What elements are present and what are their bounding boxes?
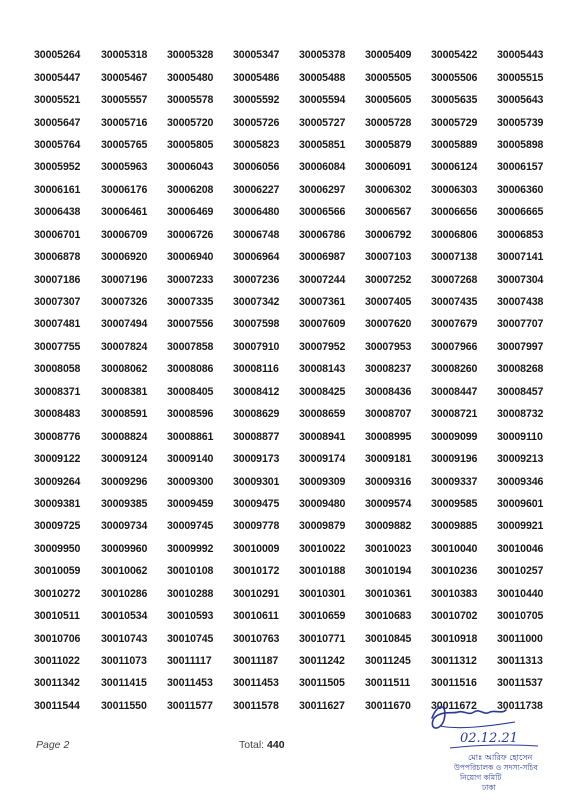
roll-number-cell: 30010023 <box>365 542 412 555</box>
roll-number-cell: 30009140 <box>167 453 214 466</box>
roll-number-cell: 30007103 <box>365 251 412 264</box>
roll-number-cell: 30011550 <box>101 699 147 712</box>
roll-number-cell: 30006124 <box>431 161 478 174</box>
roll-number-cell: 30009475 <box>233 497 280 510</box>
roll-number-cell: 30005506 <box>431 71 478 84</box>
roll-number-cell: 30005727 <box>299 116 346 129</box>
roll-number-cell: 30005889 <box>431 138 478 151</box>
table-row <box>34 224 554 246</box>
roll-number-cell: 30007405 <box>365 296 412 309</box>
roll-number-cell: 30008381 <box>101 385 148 398</box>
roll-number-cell: 30010743 <box>101 632 148 645</box>
roll-number-cell: 30005729 <box>431 116 478 129</box>
roll-number-cell: 30010059 <box>34 565 81 578</box>
roll-number-cell: 30005728 <box>365 116 412 129</box>
page-number: Page 2 <box>36 739 70 751</box>
roll-number-cell: 30006878 <box>34 251 81 264</box>
roll-number-cell: 30010511 <box>34 610 80 623</box>
roll-number-cell: 30009181 <box>365 453 412 466</box>
roll-number-cell: 30005480 <box>167 71 214 84</box>
roll-number-cell: 30010040 <box>431 542 478 555</box>
roll-number-cell: 30009173 <box>233 453 280 466</box>
roll-number-cell: 30010845 <box>365 632 412 645</box>
roll-number-cell: 30011544 <box>34 699 80 712</box>
roll-number-cell: 30007952 <box>299 340 346 353</box>
roll-number-cell: 30009950 <box>34 542 81 555</box>
roll-number-cell: 30008412 <box>233 385 280 398</box>
roll-number-cell: 30008436 <box>365 385 412 398</box>
roll-number-cell: 30006726 <box>167 228 214 241</box>
roll-number-cell: 30009778 <box>233 520 280 533</box>
roll-number-cell: 30005578 <box>167 94 214 107</box>
roll-number-cell: 30011242 <box>299 655 345 668</box>
roll-number-cell: 30005805 <box>167 138 214 151</box>
table-row <box>34 66 554 88</box>
roll-number-cell: 30006853 <box>497 228 544 241</box>
roll-number-cell: 30005488 <box>299 71 346 84</box>
signature-date: 02.12.21 <box>460 731 518 746</box>
roll-number-cell: 30008824 <box>101 430 148 443</box>
roll-number-cell: 30005739 <box>497 116 544 129</box>
total-count <box>239 739 285 751</box>
roll-number-cell: 30006920 <box>101 251 148 264</box>
roll-number-cell: 30006360 <box>497 183 544 196</box>
roll-number-cell: 30007953 <box>365 340 412 353</box>
roll-number-cell: 30007494 <box>101 318 148 331</box>
roll-number-cell: 30007598 <box>233 318 280 331</box>
roll-number-cell: 30005422 <box>431 49 478 62</box>
roll-number-cell: 30009992 <box>167 542 214 555</box>
roll-number-cell: 30009337 <box>431 475 478 488</box>
roll-number-cell: 30007707 <box>497 318 544 331</box>
roll-number-cell: 30006091 <box>365 161 412 174</box>
roll-number-cell: 30008732 <box>497 408 544 421</box>
roll-number-cell: 30009885 <box>431 520 478 533</box>
roll-number-cell: 30005879 <box>365 138 412 151</box>
roll-number-cell: 30010705 <box>497 610 544 623</box>
roll-number-cell: 30011627 <box>299 699 345 712</box>
roll-number-cell: 30007435 <box>431 296 478 309</box>
roll-number-cell: 30005378 <box>299 49 346 62</box>
roll-number-cell: 30008591 <box>101 408 148 421</box>
table-row <box>34 560 554 582</box>
roll-number-cell: 30008058 <box>34 363 81 376</box>
roll-number-cell: 30005443 <box>497 49 544 62</box>
roll-number-cell: 30005963 <box>101 161 148 174</box>
roll-number-cell: 30008268 <box>497 363 544 376</box>
roll-number-cell: 30009174 <box>299 453 346 466</box>
roll-number-cell: 30011738 <box>497 699 543 712</box>
roll-number-cell: 30005264 <box>34 49 81 62</box>
roll-number-cell: 30005467 <box>101 71 148 84</box>
roll-number-cell: 30009734 <box>101 520 148 533</box>
roll-number-cell: 30007910 <box>233 340 280 353</box>
table-row <box>34 179 554 201</box>
roll-number-cell: 30010771 <box>299 632 346 645</box>
total-value: 440 <box>267 739 285 751</box>
roll-number-cell: 30008596 <box>167 408 214 421</box>
stamp-line-2: উপপরিচালক ও সদস্য-সচিব <box>454 763 538 772</box>
roll-number-cell: 30010659 <box>299 610 346 623</box>
roll-number-cell: 30005347 <box>233 49 280 62</box>
roll-number-cell: 30010288 <box>167 587 214 600</box>
roll-number-cell: 30009725 <box>34 520 81 533</box>
table-row <box>34 291 554 313</box>
roll-number-cell: 30011117 <box>167 655 212 668</box>
roll-number-cell: 30006786 <box>299 228 346 241</box>
roll-number-cell: 30010022 <box>299 542 346 555</box>
table-row <box>34 246 554 268</box>
roll-number-cell: 30008143 <box>299 363 346 376</box>
roll-number-cell: 30006940 <box>167 251 214 264</box>
roll-number-cell: 30010918 <box>431 632 478 645</box>
roll-number-cell: 30010702 <box>431 610 478 623</box>
roll-number-cell: 30006043 <box>167 161 214 174</box>
table-row <box>34 515 554 537</box>
roll-number-cell: 30005515 <box>497 71 544 84</box>
roll-number-cell: 30006748 <box>233 228 280 241</box>
roll-number-cell: 30010188 <box>299 565 346 578</box>
roll-number-cell: 30005592 <box>233 94 280 107</box>
roll-number-cell: 30005647 <box>34 116 81 129</box>
stamp-line-3: নিয়োগ কমিটি <box>460 773 502 782</box>
roll-number-cell: 30006208 <box>167 183 214 196</box>
roll-number-cell: 30010062 <box>101 565 148 578</box>
roll-number-cell: 30010301 <box>299 587 346 600</box>
roll-number-cell: 30006709 <box>101 228 148 241</box>
total-label: Total: <box>239 739 265 751</box>
roll-number-cell: 30011187 <box>233 655 279 668</box>
table-row <box>34 336 554 358</box>
roll-number-cell: 30007236 <box>233 273 280 286</box>
roll-number-cell: 30007138 <box>431 251 478 264</box>
roll-number-cell: 30009381 <box>34 497 81 510</box>
roll-number-cell: 30006227 <box>233 183 280 196</box>
roll-number-cell: 30009122 <box>34 453 81 466</box>
roll-number-cell: 30007438 <box>497 296 544 309</box>
signature-stamp <box>420 700 560 795</box>
roll-number-cell: 30005409 <box>365 49 412 62</box>
roll-number-cell: 30007858 <box>167 340 214 353</box>
roll-number-cell: 30009213 <box>497 453 544 466</box>
roll-number-cell: 30005521 <box>34 94 81 107</box>
roll-number-cell: 30011511 <box>365 677 411 690</box>
roll-number-cell: 30008457 <box>497 385 544 398</box>
roll-number-cell: 30010383 <box>431 587 478 600</box>
roll-number-cell: 30010440 <box>497 587 544 600</box>
roll-number-cell: 30006792 <box>365 228 412 241</box>
table-row <box>34 605 554 627</box>
roll-number-cell: 30009196 <box>431 453 478 466</box>
roll-number-cell: 30009745 <box>167 520 214 533</box>
roll-number-cell: 30005952 <box>34 161 81 174</box>
table-row <box>34 358 554 380</box>
roll-number-cell: 30008371 <box>34 385 81 398</box>
roll-number-cell: 30011000 <box>497 632 543 645</box>
table-row <box>34 89 554 111</box>
roll-number-cell: 30010683 <box>365 610 412 623</box>
roll-number-cell: 30008659 <box>299 408 346 421</box>
roll-number-cell: 30010046 <box>497 542 544 555</box>
roll-number-cell: 30011516 <box>431 677 477 690</box>
stamp-line-4: ঢাকা <box>482 783 496 792</box>
roll-number-cell: 30008776 <box>34 430 81 443</box>
roll-number-cell: 30008707 <box>365 408 412 421</box>
table-row <box>34 111 554 133</box>
roll-number-cell: 30009124 <box>101 453 148 466</box>
table-row <box>34 381 554 403</box>
roll-number-cell: 30010291 <box>233 587 280 600</box>
roll-number-cell: 30009099 <box>431 430 478 443</box>
roll-number-cell: 30007342 <box>233 296 280 309</box>
roll-number-cell: 30008447 <box>431 385 478 398</box>
roll-number-cell: 30009459 <box>167 497 214 510</box>
roll-number-cell: 30007141 <box>497 251 544 264</box>
roll-number-cell: 30007304 <box>497 273 544 286</box>
roll-number-cell: 30006161 <box>34 183 81 196</box>
roll-number-cell: 30007335 <box>167 296 214 309</box>
roll-number-cell: 30009296 <box>101 475 148 488</box>
roll-number-cell: 30010194 <box>365 565 412 578</box>
roll-number-cell: 30005716 <box>101 116 148 129</box>
roll-number-cell: 30010534 <box>101 610 148 623</box>
table-row <box>34 493 554 515</box>
roll-number-cell: 30010257 <box>497 565 544 578</box>
roll-number-cell: 30011022 <box>34 655 80 668</box>
roll-number-cell: 30007326 <box>101 296 148 309</box>
roll-number-cell: 30011505 <box>299 677 345 690</box>
roll-number-cell: 30008995 <box>365 430 412 443</box>
roll-number-cell: 30006566 <box>299 206 346 219</box>
table-row <box>34 448 554 470</box>
roll-number-cell: 30011453 <box>233 677 279 690</box>
roll-number-cell: 30011073 <box>101 655 147 668</box>
roll-number-cell: 30009480 <box>299 497 346 510</box>
roll-number-cell: 30005643 <box>497 94 544 107</box>
roll-number-cell: 30005898 <box>497 138 544 151</box>
roll-number-cell: 30006701 <box>34 228 81 241</box>
table-row <box>34 538 554 560</box>
roll-number-cell: 30006303 <box>431 183 478 196</box>
roll-number-cell: 30009300 <box>167 475 214 488</box>
roll-number-cell: 30006656 <box>431 206 478 219</box>
roll-number-cell: 30005318 <box>101 49 148 62</box>
roll-number-cell: 30007679 <box>431 318 478 331</box>
roll-number-cell: 30009316 <box>365 475 412 488</box>
roll-number-cell: 30010108 <box>167 565 214 578</box>
table-row <box>34 403 554 425</box>
roll-number-cell: 30010361 <box>365 587 412 600</box>
roll-number-cell: 30009309 <box>299 475 346 488</box>
roll-number-cell: 30008861 <box>167 430 214 443</box>
table-row <box>34 583 554 605</box>
roll-number-cell: 30009574 <box>365 497 412 510</box>
roll-number-cell: 30010272 <box>34 587 81 600</box>
roll-number-cell: 30005505 <box>365 71 412 84</box>
roll-number-cell: 30010593 <box>167 610 214 623</box>
roll-number-cell: 30009601 <box>497 497 544 510</box>
roll-number-cell: 30008260 <box>431 363 478 376</box>
roll-number-cell: 30006084 <box>299 161 346 174</box>
roll-number-cell: 30011342 <box>34 677 80 690</box>
roll-number-cell: 30008483 <box>34 408 81 421</box>
roll-number-cell: 30009346 <box>497 475 544 488</box>
table-row <box>34 650 554 672</box>
table-row <box>34 313 554 335</box>
roll-number-cell: 30010611 <box>233 610 279 623</box>
roll-number-cell: 30011577 <box>167 699 213 712</box>
roll-number-cell: 30008941 <box>299 430 346 443</box>
roll-number-cell: 30006302 <box>365 183 412 196</box>
roll-number-cell: 30009264 <box>34 475 81 488</box>
roll-number-cell: 30010763 <box>233 632 280 645</box>
roll-number-cell: 30011670 <box>365 699 411 712</box>
roll-number-cell: 30009960 <box>101 542 148 555</box>
roll-number-cell: 30005605 <box>365 94 412 107</box>
roll-number-cell: 30006480 <box>233 206 280 219</box>
roll-number-cell: 30006567 <box>365 206 412 219</box>
roll-number-cell: 30006461 <box>101 206 148 219</box>
roll-number-cell: 30009585 <box>431 497 478 510</box>
roll-number-cell: 30008877 <box>233 430 280 443</box>
roll-number-cell: 30006176 <box>101 183 148 196</box>
roll-number-cell: 30011537 <box>497 677 543 690</box>
roll-number-cell: 30010009 <box>233 542 280 555</box>
roll-number-cell: 30008405 <box>167 385 214 398</box>
roll-number-cell: 30011672 <box>431 699 477 712</box>
roll-number-table <box>34 44 554 717</box>
roll-number-cell: 30005851 <box>299 138 346 151</box>
roll-number-cell: 30008116 <box>233 363 279 376</box>
roll-number-cell: 30005765 <box>101 138 148 151</box>
table-row <box>34 470 554 492</box>
roll-number-cell: 30009921 <box>497 520 544 533</box>
roll-number-cell: 30007268 <box>431 273 478 286</box>
table-row <box>34 268 554 290</box>
roll-number-cell: 30007997 <box>497 340 544 353</box>
roll-number-cell: 30005764 <box>34 138 81 151</box>
roll-number-cell: 30007196 <box>101 273 148 286</box>
roll-number-cell: 30009882 <box>365 520 412 533</box>
roll-number-cell: 30006056 <box>233 161 280 174</box>
roll-number-cell: 30009385 <box>101 497 148 510</box>
roll-number-cell: 30007307 <box>34 296 81 309</box>
roll-number-cell: 30011313 <box>497 655 543 668</box>
roll-number-cell: 30006297 <box>299 183 346 196</box>
roll-number-cell: 30010236 <box>431 565 478 578</box>
roll-number-cell: 30008629 <box>233 408 280 421</box>
roll-number-cell: 30006469 <box>167 206 214 219</box>
roll-number-cell: 30011578 <box>233 699 279 712</box>
roll-number-cell: 30008062 <box>101 363 148 376</box>
table-row <box>34 672 554 694</box>
roll-number-cell: 30011312 <box>431 655 477 668</box>
roll-number-cell: 30007233 <box>167 273 214 286</box>
roll-number-cell: 30006964 <box>233 251 280 264</box>
roll-number-cell: 30007244 <box>299 273 346 286</box>
roll-number-cell: 30006665 <box>497 206 544 219</box>
table-row <box>34 201 554 223</box>
roll-number-cell: 30005557 <box>101 94 148 107</box>
roll-number-cell: 30007186 <box>34 273 81 286</box>
roll-number-cell: 30005594 <box>299 94 346 107</box>
table-row <box>34 134 554 156</box>
roll-number-cell: 30005635 <box>431 94 478 107</box>
roll-number-cell: 30008425 <box>299 385 346 398</box>
roll-number-cell: 30005720 <box>167 116 214 129</box>
roll-number-cell: 30005447 <box>34 71 81 84</box>
roll-number-cell: 30010172 <box>233 565 280 578</box>
roll-number-cell: 30006987 <box>299 251 346 264</box>
table-row <box>34 425 554 447</box>
roll-number-cell: 30009110 <box>497 430 543 443</box>
roll-number-cell: 30010286 <box>101 587 148 600</box>
roll-number-cell: 30011245 <box>365 655 411 668</box>
roll-number-cell: 30005823 <box>233 138 280 151</box>
roll-number-cell: 30009301 <box>233 475 280 488</box>
roll-number-cell: 30007252 <box>365 273 412 286</box>
roll-number-cell: 30008086 <box>167 363 214 376</box>
roll-number-cell: 30005328 <box>167 49 214 62</box>
roll-number-cell: 30006438 <box>34 206 81 219</box>
roll-number-cell: 30007755 <box>34 340 81 353</box>
roll-number-cell: 30011415 <box>101 677 147 690</box>
roll-number-cell: 30008237 <box>365 363 412 376</box>
roll-number-cell: 30007620 <box>365 318 412 331</box>
roll-number-cell: 30007361 <box>299 296 346 309</box>
roll-number-cell: 30010745 <box>167 632 214 645</box>
roll-number-cell: 30009879 <box>299 520 346 533</box>
roll-number-cell: 30007556 <box>167 318 214 331</box>
roll-number-cell: 30007609 <box>299 318 346 331</box>
roll-number-cell: 30011453 <box>167 677 213 690</box>
roll-number-cell: 30007481 <box>34 318 81 331</box>
table-row <box>34 156 554 178</box>
stamp-line-1: মোঃ আরিফ হোসেন <box>468 753 533 762</box>
roll-number-cell: 30006157 <box>497 161 544 174</box>
roll-number-cell: 30010706 <box>34 632 81 645</box>
roll-number-cell: 30005726 <box>233 116 280 129</box>
roll-number-cell: 30008721 <box>431 408 478 421</box>
roll-number-cell: 30005486 <box>233 71 280 84</box>
table-row <box>34 627 554 649</box>
roll-number-cell: 30007966 <box>431 340 478 353</box>
roll-number-cell: 30006806 <box>431 228 478 241</box>
table-row <box>34 44 554 66</box>
roll-number-cell: 30007824 <box>101 340 148 353</box>
